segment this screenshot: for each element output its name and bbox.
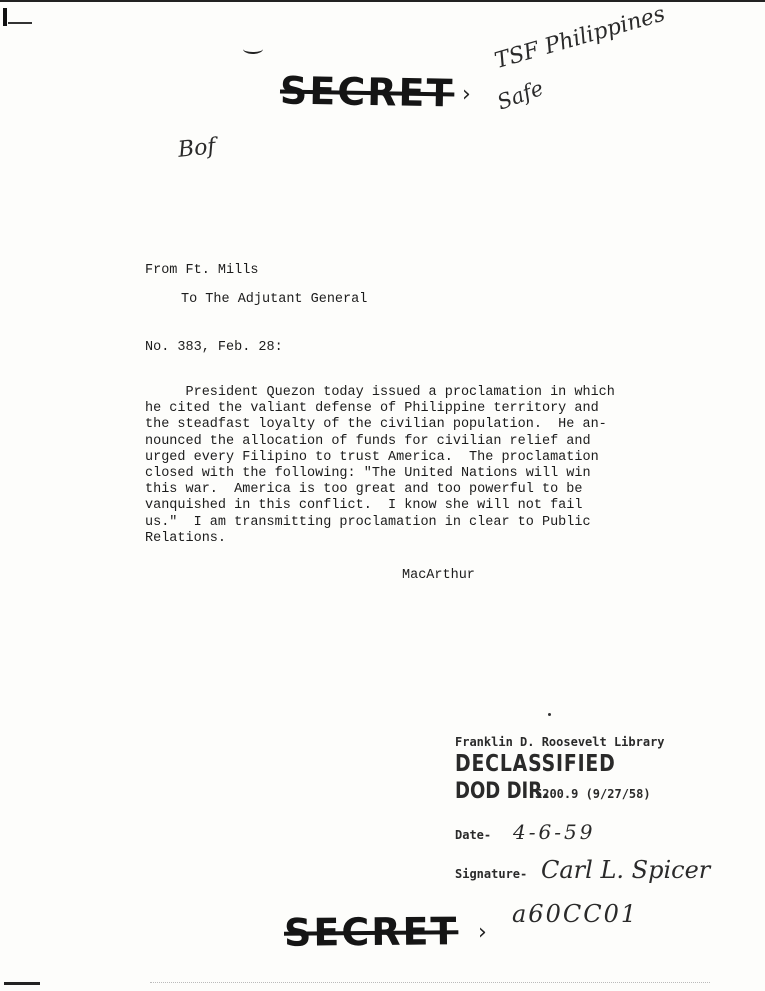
handwritten-archive-code: a60CC01 bbox=[512, 900, 639, 928]
declass-directive-row bbox=[455, 779, 755, 804]
declass-signature-value: Carl L. Spicer bbox=[541, 856, 711, 884]
body-line: nounced the allocation of funds for civilian relief and bbox=[145, 433, 591, 449]
arrow-mark-top: › bbox=[462, 82, 471, 107]
declass-library: Franklin D. Roosevelt Library bbox=[455, 735, 665, 749]
declass-date-label: Date- bbox=[455, 828, 492, 842]
declass-status: DECLASSIFIED bbox=[455, 751, 616, 777]
body-line: he cited the valiant defense of Philippine territory and bbox=[145, 401, 599, 417]
to-line: To The Adjutant General bbox=[181, 292, 368, 307]
body-line: urged every Filipino to trust America. The proclamation bbox=[145, 449, 599, 465]
arrow-mark-bottom: › bbox=[478, 920, 487, 945]
body-line: Relations. bbox=[145, 530, 227, 546]
declass-directive-label: DOD DIR. bbox=[455, 779, 550, 804]
corner-mark bbox=[3, 8, 7, 26]
body-line: this war. America is too great and too powerful to be bbox=[145, 482, 583, 498]
declass-date-row bbox=[455, 820, 755, 844]
body-line: closed with the following: "The United Nations will win bbox=[145, 466, 591, 482]
declassification-stamp bbox=[455, 735, 755, 884]
from-line: From Ft. Mills bbox=[145, 263, 259, 278]
secret-stamp-top: SECRET bbox=[279, 68, 455, 116]
body-line: President Quezon today issued a proclamation in which bbox=[145, 385, 615, 400]
declass-date-value: 4-6-59 bbox=[513, 820, 596, 844]
body-line: vanquished in this conflict. I know she will not fail bbox=[145, 498, 583, 514]
corner-tick bbox=[8, 22, 32, 24]
ink-dot bbox=[548, 713, 551, 716]
handwritten-initials: Bof bbox=[176, 134, 217, 163]
message-number: No. 383, Feb. 28: bbox=[145, 340, 283, 355]
declass-signature-label: Signature- bbox=[455, 867, 528, 881]
bottom-edge-mark bbox=[4, 982, 40, 985]
body-line: the steadfast loyalty of the civilian population. He an- bbox=[145, 417, 607, 433]
body-line: us." I am transmitting proclamation in clear to Public bbox=[145, 514, 591, 530]
pen-tick-mark bbox=[243, 44, 263, 54]
top-border bbox=[0, 0, 765, 2]
secret-stamp-bottom: SECRET bbox=[283, 909, 459, 955]
signoff: MacArthur bbox=[402, 568, 475, 583]
bottom-edge-dots bbox=[150, 982, 710, 983]
handwritten-note-philippines: TSF Philippines bbox=[492, 1, 668, 75]
message-body bbox=[145, 385, 615, 547]
declass-signature-row bbox=[455, 856, 755, 884]
handwritten-note-safe: Safe bbox=[494, 75, 547, 115]
declass-directive-number: 5200.9 (9/27/58) bbox=[535, 787, 651, 801]
